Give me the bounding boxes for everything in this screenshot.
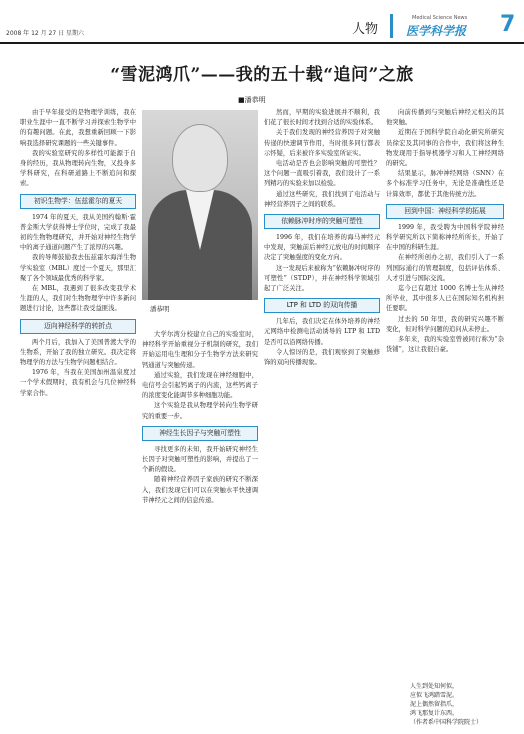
author-note: （作者系中国科学院院士） [410,719,483,726]
paragraph: 几年后，我们决定在体外培养的神经元网络中检测电活动诱导的 LTP 和 LTD 是否可以沿网络传播。 [264,318,380,346]
paragraph: 向前传播到与突触后神经元相关的其他突触。 [386,109,504,127]
subheading: 迈向神经科学的转折点 [20,319,136,334]
paragraph: 然而，早期的实验进展并不顺利，我们花了很长时间才找到合适的实验体系。 [264,109,380,127]
paragraph: 我的导师鼓励我去伍兹霍尔海洋生物学实验室（MBL）度过一个夏天，那里汇聚了各个领域最优秀的科学家。 [20,254,136,282]
article-title: “雪泥鸿爪”——我的五十载“追问”之旅 [110,65,414,85]
paragraph: 1999 年，我受聘为中国科学院神经科学研究所以下简称神经所所长，开始了在中国的科研生涯。 [386,223,504,252]
poem-line: 人生到处知何似， [410,683,459,690]
paragraph: 在神经所创办之初，我们引入了一系列国际通行的管理制度，包括评估体系、人才引进与国际交流。 [386,254,504,282]
paragraph: 过去的 50 年里，我的研究兴趣不断变化，但对科学问题的追问从未停止。 [386,315,504,333]
paragraph: 随着神经营养因子家族的研究不断深入，我们发现它们可以在突触水平快速调节神经元之间的信息传递。 [142,476,258,504]
paragraph: 在 MBL，我遇到了很多改变我学术生涯的人，我们对生物物理学中许多新问题进行讨论，这些都让我受益匪浅。 [20,285,136,313]
paragraph: 由于早年接受的是物理学训练，我在职业生涯中一直不断学习并探索生物学中的有趣问题。在此，我想重新回顾一下影响我选择研究课题的一些关键事件。 [20,109,136,147]
paragraph: 1996 年，我们在培养的海马神经元中发现，突触前后神经元放电的时间顺序决定了突触强度的变化方向。 [264,234,380,262]
portrait-head [172,124,228,192]
poem-line: 泥上偶然留指爪， [410,701,459,708]
paragraph: 通过这些研究，我们找到了电活动与神经营养因子之间的联系。 [264,190,380,208]
paragraph: 1974 年的夏天，我从美国约翰斯·霍普金斯大学获得博士学位时，完成了我最初的生物物理研究，并开始对神经生物学中的离子通道问题产生了浓厚的兴趣。 [20,213,136,252]
page-header [0,0,524,44]
subheading: 神经生长因子与突触可塑性 [142,426,258,441]
paragraph: 这个实验是我从物理学转向生物学研究的重要一步。 [142,402,258,420]
paragraph: 电活动是否也会影响突触的可塑性？这个问题一直吸引着我，我们设计了一系列精巧的实验来加以检验。 [264,160,380,188]
column-4 [386,108,504,732]
paragraph: 关于我们发现的神经营养因子对突触传递的快速调节作用，当时很多同行都表示怀疑，后来被许多实验室所证实。 [264,129,380,157]
section-name: 人物 [352,22,379,37]
paragraph: 结果显示，脉冲神经网络（SNN）在多个标准学习任务中，无论是准确性还是计算效率，都优于其他传统方法。 [386,170,504,198]
paragraph: 令人惊讶的是，我们观察到了突触修饰的双向传播现象。 [264,348,380,367]
paragraph: 两个月后，我加入了美国普渡大学的生物系，开始了我的独立研究。我决定将物理学的方法与生物学问题相结合。 [20,338,136,367]
paragraph: 迄今已有超过 1000 名博士生从神经所毕业，其中很多人已在国际知名机构担任要职。 [386,285,504,313]
column-2 [142,330,258,732]
author-portrait [142,110,258,300]
paragraph: 大学尔湾分校建立自己的实验室时，神经科学开始重视分子机制的研究，我们开始运用电生理和分子生物学方法来研究钙通道与突触传递。 [142,331,258,369]
brand-english: Medical Science News [412,15,468,21]
poem-line: 鸿飞那复计东西。 [410,710,459,717]
paragraph: 我的实验室研究的多样性可能源于自身的经历，我从物理转向生物，又投身多学科研究，在科研道路上不断追问和探索。 [20,149,136,188]
brand-logo: 医学科学报 [406,24,467,38]
poem-line: 应似飞鸿踏雪泥。 [410,692,459,699]
paragraph: 寻找更多的未知，我开始研究神经生长因子对突触可塑性的影响，并提出了一个新的假设。 [142,445,258,474]
subheading: 依赖脉冲时序的突触可塑性 [264,214,380,229]
column-1 [20,108,136,732]
paragraph: 近期在于国科学院自动化研究所研究员徐宏及其同事的合作中，我们将这种生物发现用于指导机器学习和人工神经网络的研究。 [386,129,504,168]
author-name: ■潘恭明 [238,96,266,104]
closing-poem [410,682,482,727]
paragraph: 这一发现后来被称为“依赖脉冲时序的可塑性”（STDP），并在神经科学领域引起了广泛关注。 [264,264,380,293]
page-number: 7 [500,12,516,37]
paragraph: 多年来，我的实验室曾被同行称为“杂货铺”，这让我很自豪。 [386,336,504,354]
subheading: 回到中国：神经科学的拓展 [386,204,504,219]
column-3 [264,108,380,732]
subheading: LTP 和 LTD 的双向传播 [264,298,380,313]
byline [238,95,266,105]
photo-caption: 潘恭明 [150,305,170,313]
issue-date: 2008 年 12 月 27 日 星期六 [6,30,84,37]
paragraph: 1976 年，当我在美国加州温泉度过一个学术假期时，我有机会与几位神经科学家合作。 [20,369,136,397]
subheading: 初识生物学：伍兹霍尔的夏天 [20,194,136,209]
paragraph: 通过实验，我们发现在神经细胞中，电信号会引起钙离子的内流，这些钙离子的浓度变化能调节多种细胞功能。 [142,371,258,400]
